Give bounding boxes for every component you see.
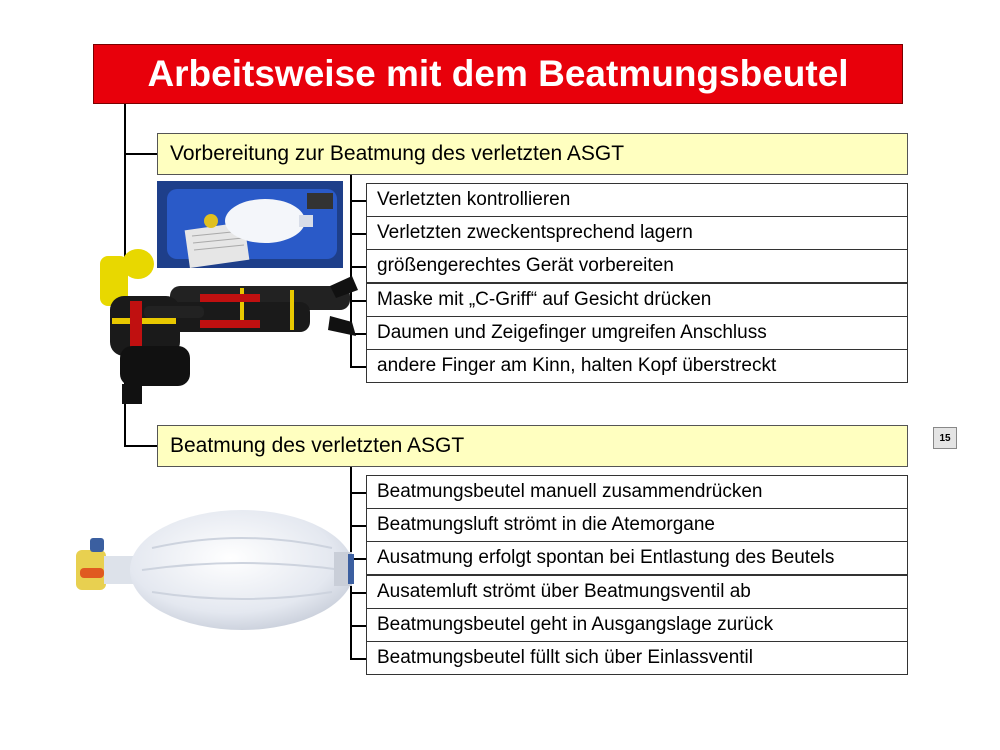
list-item: Daumen und Zeigefinger umgreifen Anschluss <box>366 316 908 350</box>
list-item: Beatmungsbeutel geht in Ausgangslage zurück <box>366 608 908 642</box>
tree-branch-line-1 <box>124 153 158 155</box>
ventilation-bag-illustration <box>72 508 362 638</box>
list-item: Ausatmung erfolgt spontan bei Entlastung des Beutels <box>366 541 908 575</box>
list-item: Beatmungsluft strömt in die Atemorgane <box>366 508 908 542</box>
list-item: Beatmungsbeutel manuell zusammendrücken <box>366 475 908 509</box>
list-item: Verletzten zweckentsprechend lagern <box>366 216 908 250</box>
list-item: andere Finger am Kinn, halten Kopf überstreckt <box>366 349 908 383</box>
section2-tick <box>350 658 366 660</box>
page-title: Arbeitsweise mit dem Beatmungsbeutel <box>93 44 903 104</box>
section1-tick <box>350 233 366 235</box>
list-item: Maske mit „C-Griff“ auf Gesicht drücken <box>366 283 908 317</box>
section2-tick <box>350 492 366 494</box>
tree-branch-line-2 <box>124 445 158 447</box>
list-item: größengerechtes Gerät vorbereiten <box>366 249 908 283</box>
section1-tick <box>350 200 366 202</box>
list-item: Verletzten kontrollieren <box>366 183 908 217</box>
list-item: Beatmungsbeutel füllt sich über Einlassventil <box>366 641 908 675</box>
page-number: 15 <box>933 427 957 449</box>
section-heading-ventilation: Beatmung des verletzten ASGT <box>157 425 908 467</box>
list-item: Ausatemluft strömt über Beatmungsventil ab <box>366 575 908 609</box>
firefighter-rescue-illustration <box>90 246 360 406</box>
section-heading-preparation: Vorbereitung zur Beatmung des verletzten ASGT <box>157 133 908 175</box>
